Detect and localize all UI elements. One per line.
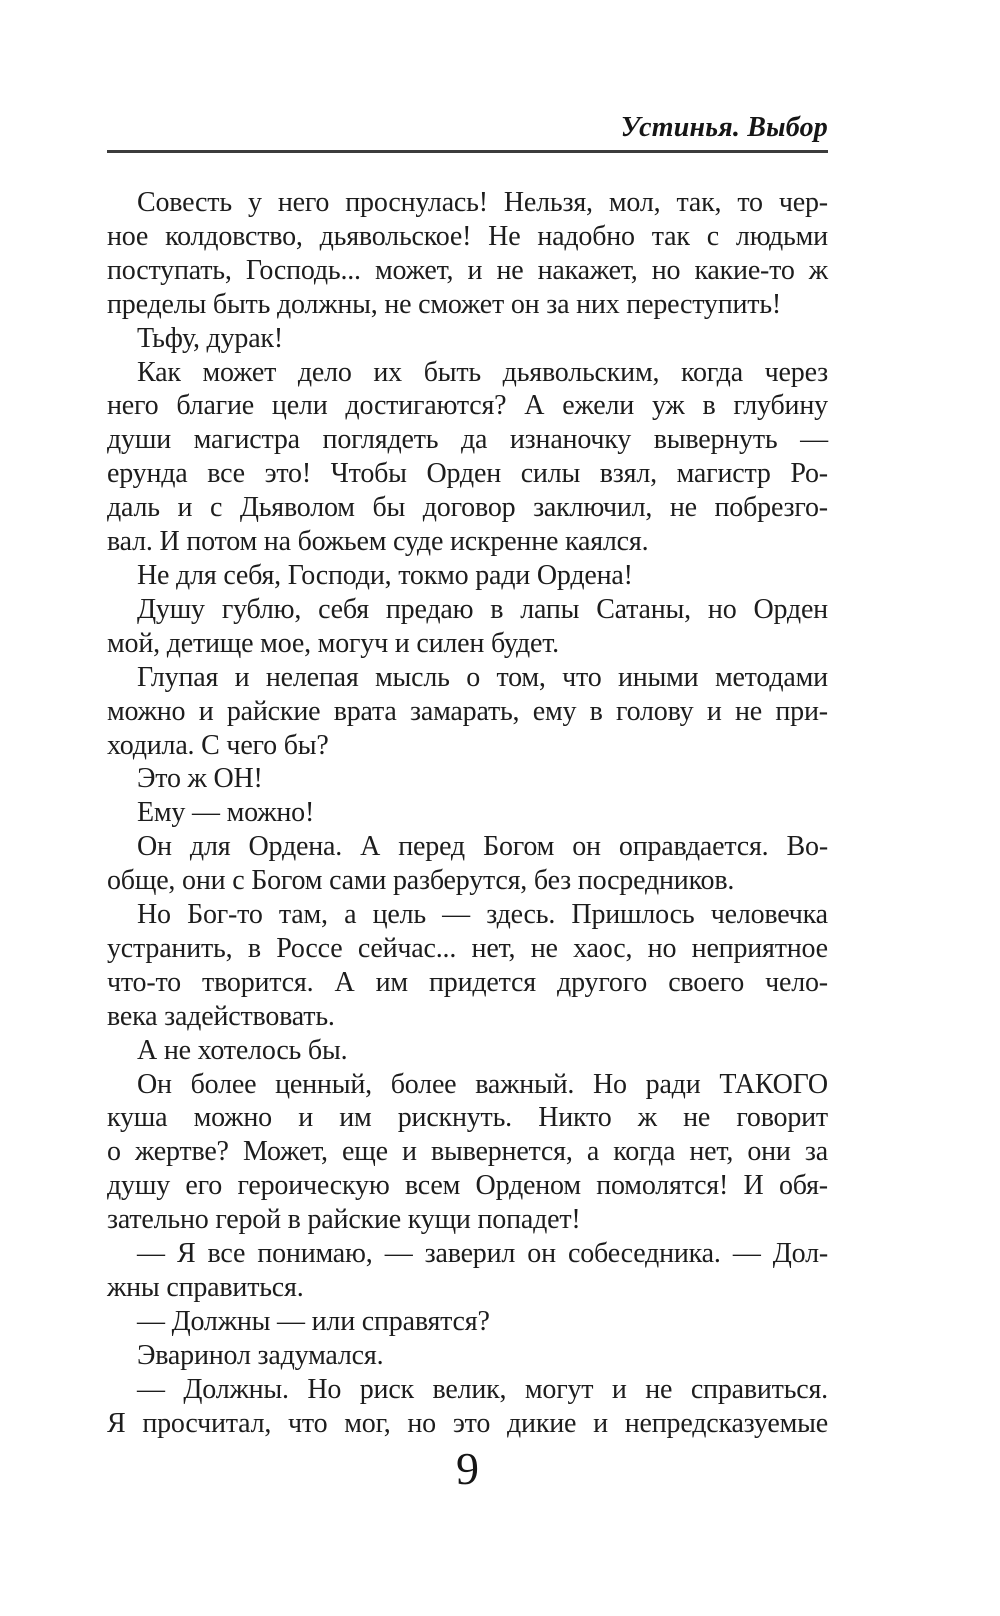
paragraph [107, 593, 828, 661]
text-line: ходила. С чего бы? [107, 729, 329, 761]
text-line: А не хотелось бы. [137, 1034, 348, 1066]
text-line: — Должны — или справятся? [137, 1305, 490, 1337]
page-text [107, 186, 828, 1441]
text-line: Совесть у него проснулась! Нельзя, мол, так, то чер- [137, 187, 828, 218]
text-line: Не для себя, Господи, токмо ради Ордена! [137, 559, 633, 591]
paragraph [107, 1237, 828, 1305]
text-column [107, 0, 828, 1616]
paragraph [107, 559, 828, 593]
text-line: мой, детище мое, могуч и силен будет. [107, 627, 559, 659]
paragraph [107, 762, 828, 796]
text-line: Я просчитал, что мог, но это дикие и непредсказуемые [107, 1407, 828, 1439]
paragraph [107, 1068, 828, 1238]
text-line: что-то творится. А им придется другого своего чело- [107, 966, 828, 998]
text-line: Он более ценный, более важный. Но ради ТАКОГО [137, 1068, 828, 1100]
text-line: Душу гублю, себя предаю в лапы Сатаны, но Орден [137, 593, 828, 625]
text-line: души магистра поглядеть да изнаночку вывернуть — [107, 424, 828, 456]
text-line: ерунда все это! Чтобы Орден силы взял, магистр Ро- [107, 458, 828, 490]
paragraph [107, 830, 828, 898]
text-line: Глупая и нелепая мысль о том, что иными методами [137, 661, 828, 693]
text-line: ное колдовство, дьявольское! Не надобно так с людьми [107, 220, 828, 252]
text-line: Но Бог-то там, а цель — здесь. Пришлось человечка [137, 899, 828, 931]
paragraph [107, 186, 828, 322]
text-line: устранить, в Россе сейчас... нет, не хаос, но неприятное [107, 932, 828, 964]
text-line: — Должны. Но риск велик, могут и не справиться. [137, 1373, 828, 1405]
text-line: Ему — можно! [137, 797, 315, 829]
paragraph [107, 1305, 828, 1339]
paragraph [107, 1339, 828, 1373]
text-line: Эваринол задумался. [137, 1339, 384, 1371]
text-line: пределы быть должны, не сможет он за них переступить! [107, 288, 782, 320]
text-line: даль и с Дьяволом бы договор заключил, не побрезго- [107, 492, 828, 524]
paragraph [107, 796, 828, 830]
paragraph [107, 898, 828, 1034]
text-line: Он для Ордена. А перед Богом он оправдается. Во- [137, 831, 828, 863]
text-line: поступать, Господь... может, и не накажет, но какие-то ж [107, 254, 828, 286]
paragraph [107, 356, 828, 559]
text-line: Это ж ОН! [137, 763, 263, 795]
paragraph [107, 1034, 828, 1068]
text-line: Тьфу, дурак! [137, 322, 283, 354]
text-line: о жертве? Может, еще и вывернется, а когда нет, они за [107, 1136, 828, 1168]
text-line: душу его героическую всем Орденом помолятся! И обя- [107, 1170, 828, 1202]
text-line: жны справиться. [107, 1272, 304, 1303]
paragraph [107, 322, 828, 356]
paragraph [107, 1373, 828, 1441]
text-line: куша можно и им рискнуть. Никто ж не говорит [107, 1102, 828, 1134]
text-line: него благие цели достигаются? А ежели уж в глубину [107, 390, 828, 422]
text-line: обще, они с Богом сами разберутся, без посредников. [107, 865, 735, 897]
paragraph [107, 661, 828, 763]
text-line: Как может дело их быть дьявольским, когда через [137, 356, 828, 388]
text-line: вал. И потом на божьем суде искренне каялся. [107, 526, 649, 558]
text-line: можно и райские врата замарать, ему в голову и не при- [107, 695, 828, 727]
header-rule [107, 150, 828, 153]
running-header: Устинья. Выбор [620, 112, 828, 143]
text-line: зательно герой в райские кущи попадет! [107, 1204, 581, 1236]
text-line: — Я все понимаю, — заверил он собеседника. — Дол- [137, 1238, 828, 1270]
page-number: 9 [456, 1443, 479, 1494]
text-line: века задействовать. [107, 1000, 335, 1032]
